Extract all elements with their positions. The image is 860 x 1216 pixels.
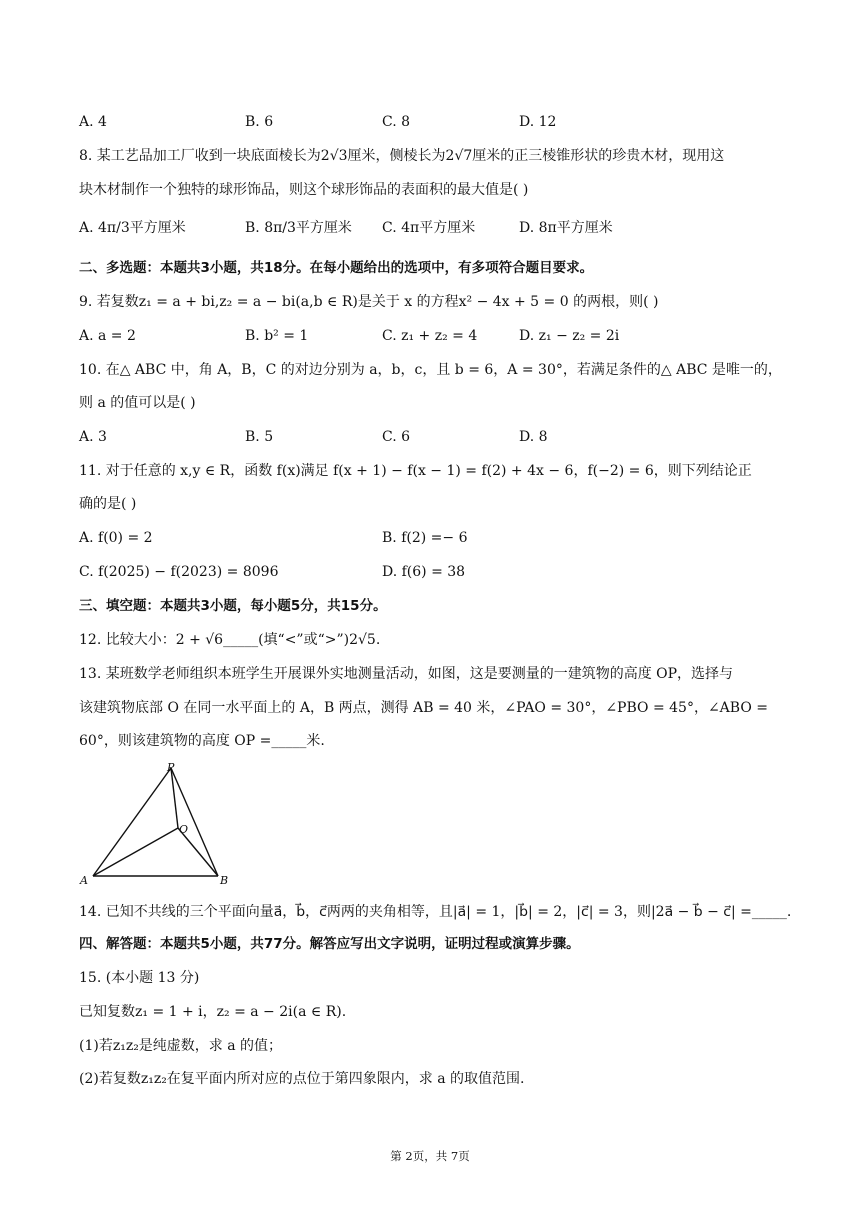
- q8-option-a: A. 4π/3平方厘米: [79, 220, 186, 236]
- q15-part-2: (2)若复数z₁z₂在复平面内所对应的点位于第四象限内，求 a 的取值范围.: [79, 1071, 525, 1087]
- q7-option-b: B. 6: [245, 114, 274, 130]
- q8-line-2: 块木材制作一个独特的球形饰品，则这个球形饰品的表面积的最大值是( ): [79, 182, 529, 198]
- q13-pyramid-figure: [76, 760, 236, 888]
- q11-option-b: B. f(2) =− 6: [382, 530, 468, 546]
- edge-pa: [93, 768, 171, 876]
- q9-option-a: A. a = 2: [79, 328, 136, 344]
- q11-options-row-2: [0, 562, 860, 582]
- q8-line-1: 8. 某工艺品加工厂收到一块底面棱长为2√3厘米，侧棱长为2√7厘米的正三棱锥形状的珍贵木材，现用这: [79, 148, 725, 164]
- q11-line-1: 11. 对于任意的 x,y ∈ R，函数 f(x)满足 f(x + 1) − f(x − 1) = f(2) + 4x − 6，f(−2) = 6，则下列结论正: [79, 463, 752, 479]
- q9-line-1: 9. 若复数z₁ = a + bi,z₂ = a − bi(a,b ∈ R)是关于 x 的方程x² − 4x + 5 = 0 的两根，则( ): [79, 294, 659, 310]
- section-heading-solutions: 四、解答题：本题共5小题，共77分。解答应写出文字说明，证明过程或演算步骤。: [79, 936, 580, 952]
- q9-option-d: D. z₁ − z₂ = 2i: [519, 328, 620, 344]
- q7-options: [0, 112, 860, 132]
- section-heading-multiple-choice: 二、多选题：本题共3小题，共18分。在每小题给出的选项中，有多项符合题目要求。: [79, 260, 594, 276]
- label-a: A: [80, 874, 88, 887]
- q10-option-d: D. 8: [519, 429, 548, 445]
- q8-option-c: C. 4π平方厘米: [382, 220, 476, 236]
- q7-option-c: C. 8: [382, 114, 411, 130]
- q11-option-c: C. f(2025) − f(2023) = 8096: [79, 564, 279, 580]
- q10-option-c: C. 6: [382, 429, 411, 445]
- label-p: P: [167, 761, 175, 774]
- q15-given: 已知复数z₁ = 1 + i，z₂ = a − 2i(a ∈ R).: [79, 1004, 347, 1020]
- q9-options: [0, 326, 860, 346]
- q9-option-b: B. b² = 1: [245, 328, 309, 344]
- q10-options: [0, 427, 860, 447]
- q15-part-1: (1)若z₁z₂是纯虚数，求 a 的值；: [79, 1038, 283, 1054]
- q7-option-d: D. 12: [519, 114, 557, 130]
- q7-option-a: A. 4: [79, 114, 107, 130]
- q8-options: [0, 218, 860, 238]
- q11-line-2: 确的是( ): [79, 496, 137, 512]
- q14-line: 14. 已知不共线的三个平面向量a⃗，b⃗，c⃗两两的夹角相等，且|a⃗| = 1，|b⃗| = 2，|c⃗| = 3，则|2a⃗ − b⃗ − c⃗| =_____.: [79, 904, 792, 920]
- q10-line-2: 则 a 的值可以是( ): [79, 395, 196, 411]
- section-heading-fill-in: 三、填空题：本题共3小题，每小题5分，共15分。: [79, 598, 387, 614]
- q10-option-a: A. 3: [79, 429, 107, 445]
- q13-line-2: 该建筑物底部 O 在同一水平面上的 A，B 两点，测得 AB = 40 米，∠PAO = 30°，∠PBO = 45°，∠ABO =: [79, 700, 768, 716]
- q11-option-d: D. f(6) = 38: [382, 564, 466, 580]
- q13-line-3: 60°，则该建筑物的高度 OP =_____米.: [79, 733, 325, 749]
- q10-line-1: 10. 在△ ABC 中，角 A，B，C 的对边分别为 a，b，c，且 b = 6，A = 30°，若满足条件的△ ABC 是唯一的，: [79, 362, 782, 378]
- q9-option-c: C. z₁ + z₂ = 4: [382, 328, 478, 344]
- page-footer: 第 2页，共 7页: [390, 1149, 470, 1163]
- label-b: B: [220, 874, 229, 887]
- edge-pb: [171, 768, 218, 876]
- q11-options-row-1: [0, 528, 860, 548]
- edge-ao: [93, 828, 178, 876]
- label-o: O: [179, 823, 189, 836]
- q11-option-a: A. f(0) = 2: [79, 530, 153, 546]
- q8-option-d: D. 8π平方厘米: [519, 220, 613, 236]
- q8-option-b: B. 8π/3平方厘米: [245, 220, 352, 236]
- q12-line: 12. 比较大小：2 + √6_____(填“<”或“>”)2√5.: [79, 632, 381, 648]
- q10-option-b: B. 5: [245, 429, 274, 445]
- q15-title: 15. (本小题 13 分): [79, 970, 200, 986]
- q13-line-1: 13. 某班数学老师组织本班学生开展课外实地测量活动，如图，这是要测量的一建筑物的高度 OP，选择与: [79, 666, 734, 682]
